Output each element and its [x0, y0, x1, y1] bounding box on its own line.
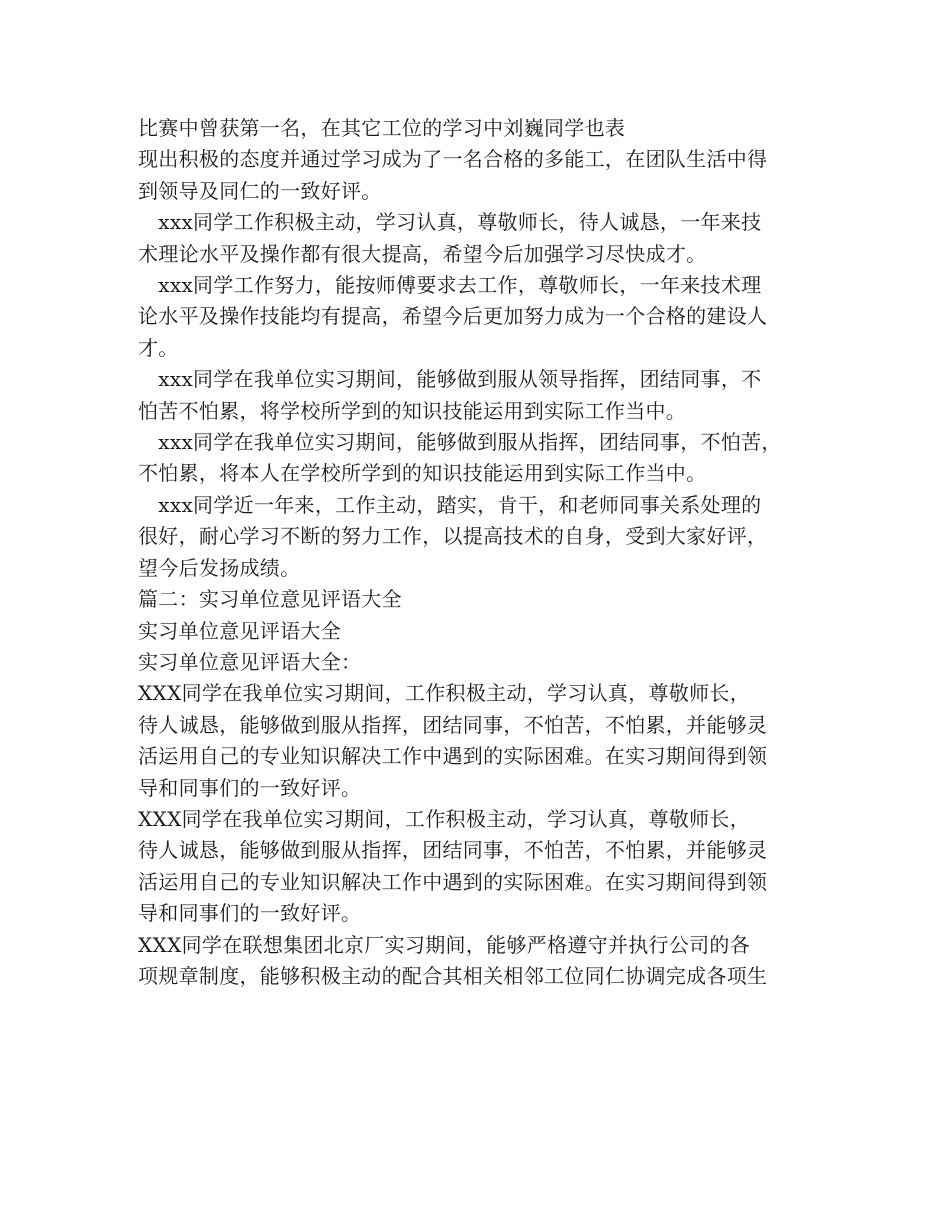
text-line: xxx同学在我单位实习期间，能够做到服从指挥，团结同事，不怕苦，	[138, 430, 782, 455]
text-line: 术理论水平及操作都有很大提高，希望今后加强学习尽快成才。	[138, 241, 707, 266]
text-line: 比赛中曾获第一名，在其它工位的学习中刘巍同学也表	[138, 116, 626, 140]
text-line: xxx同学在我单位实习期间，能够做到服从领导指挥，团结同事，不	[138, 367, 762, 392]
text-line: 项规章制度，能够积极主动的配合其相关相邻工位同仁协调完成各项生	[138, 963, 768, 988]
text-line: 活运用自己的专业知识解决工作中遇到的实际困难。在实习期间得到领	[138, 869, 768, 894]
document-body	[138, 113, 818, 992]
text-line: 导和同事们的一致好评。	[138, 901, 362, 926]
text-line: XXX同学在我单位实习期间，工作积极主动，学习认真，尊敬师长，	[138, 806, 751, 831]
text-line: 论水平及操作技能均有提高，希望今后更加努力成为一个合格的建设人	[138, 304, 768, 329]
text-line: XXX同学在联想集团北京厂实习期间，能够严格遵守并执行公司的各	[138, 932, 751, 957]
text-line: 才。	[138, 335, 179, 360]
text-line: 待人诚恳，能够做到服从指挥，团结同事，不怕苦，不怕累，并能够灵	[138, 712, 768, 737]
text-line: 怕苦不怕累，将学校所学到的知识技能运用到实际工作当中。	[138, 398, 687, 423]
text-line: xxx同学工作积极主动，学习认真，尊敬师长，待人诚恳，一年来技	[138, 210, 762, 235]
text-line: 现出积极的态度并通过学习成为了一名合格的多能工，在团队生活中得	[138, 147, 768, 172]
text-line: 很好，耐心学习不断的努力工作，以提高技术的自身，受到大家好评，	[138, 524, 768, 549]
text-line: 活运用自己的专业知识解决工作中遇到的实际困难。在实习期间得到领	[138, 744, 768, 769]
text-line: 到领导及同仁的一致好评。	[138, 178, 382, 203]
text-line: xxx同学工作努力，能按师傅要求去工作，尊敬师长，一年来技术理	[138, 273, 762, 298]
text-line: xxx同学近一年来，工作主动，踏实，肯干，和老师同事关系处理的	[138, 492, 762, 517]
text-line: 不怕累，将本人在学校所学到的知识技能运用到实际工作当中。	[138, 461, 707, 486]
text-line: 导和同事们的一致好评。	[138, 775, 362, 800]
section-heading: 篇二：实习单位意见评语大全	[138, 587, 402, 612]
text-line: 待人诚恳，能够做到服从指挥，团结同事，不怕苦，不怕累，并能够灵	[138, 838, 768, 863]
section-title: 实习单位意见评语大全	[138, 618, 341, 643]
section-subtitle: 实习单位意见评语大全：	[138, 649, 362, 674]
text-line: 望今后发扬成绩。	[138, 555, 301, 580]
text-line: XXX同学在我单位实习期间，工作积极主动，学习认真，尊敬师长，	[138, 681, 751, 706]
